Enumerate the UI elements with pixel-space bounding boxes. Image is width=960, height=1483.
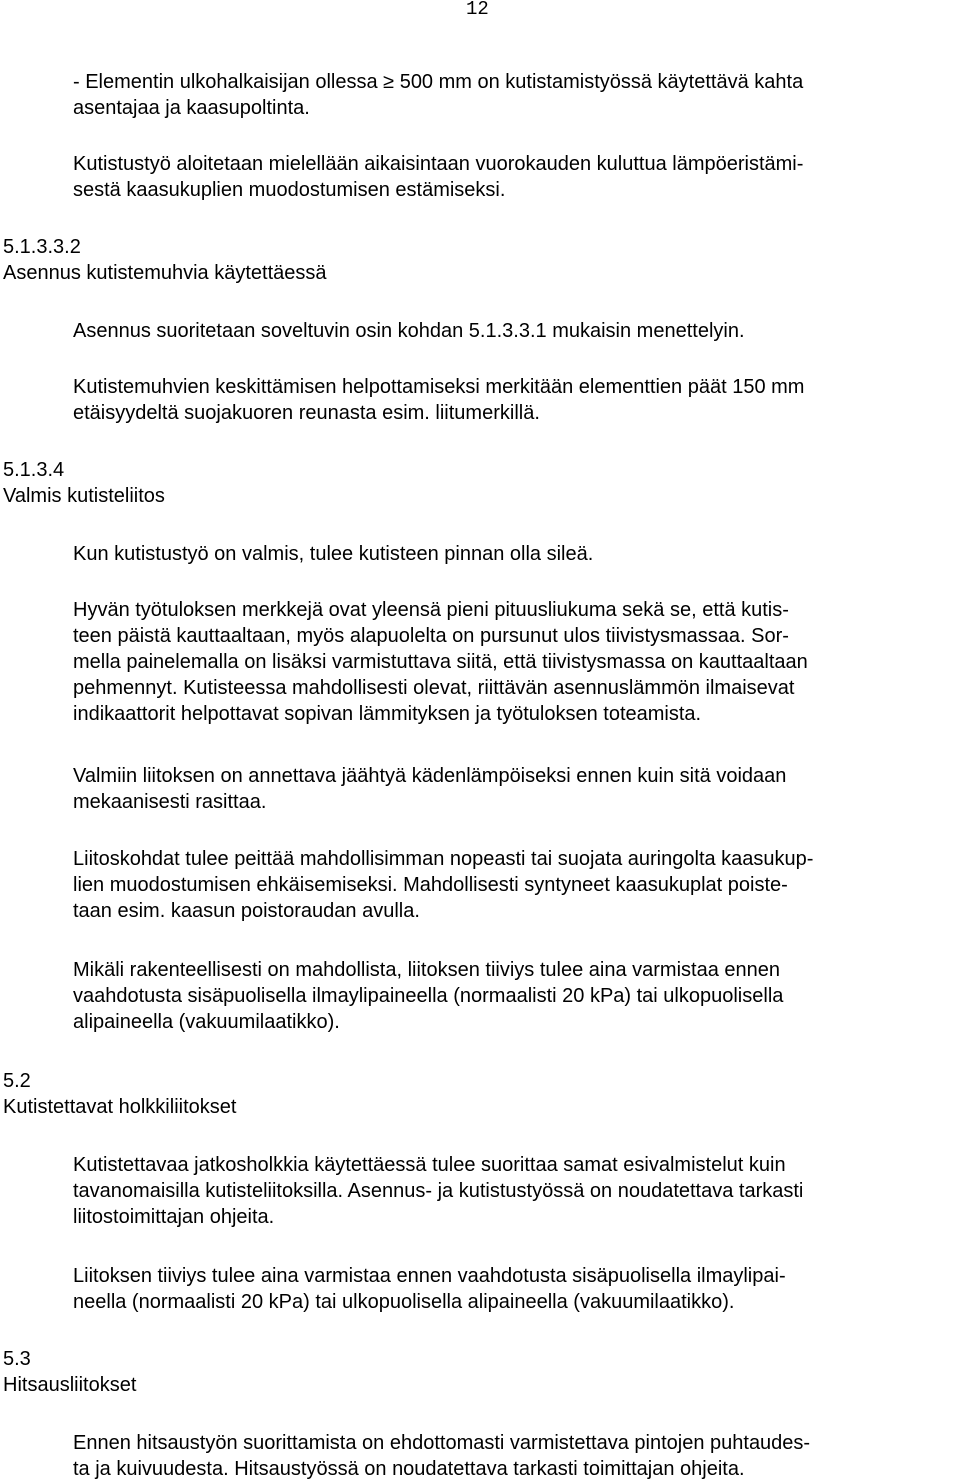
text-line: teen päistä kauttaaltaan, myös alapuolelta on pursunut ulos tiivistysmassaa. Sor- (73, 625, 789, 647)
page-number: 12 (466, 0, 489, 20)
text-line: Liitoksen tiiviys tulee aina varmistaa ennen vaahdotusta sisäpuolisella ilmaylipai- (73, 1265, 786, 1287)
text-line: Valmiin liitoksen on annettava jäähtyä kädenlämpöiseksi ennen kuin sitä voidaan (73, 765, 787, 787)
text-line: Ennen hitsaustyön suorittamista on ehdottomasti varmistettava pintojen puhtaudes- (73, 1432, 811, 1454)
text-line: sestä kaasukuplien muodostumisen estämiseksi. (73, 179, 506, 201)
text-line: mella painelemalla on lisäksi varmistuttava siitä, että tiivistysmassa on kauttaaltaan (73, 651, 808, 673)
text-line: indikaattorit helpottavat sopivan lämmityksen ja työtuloksen toteamista. (73, 703, 702, 725)
section-number: 5.1.3.4 (3, 459, 65, 481)
text-line: pehmennyt. Kutisteessa mahdollisesti olevat, riittävän asennuslämmön ilmaisevat (73, 677, 795, 699)
paragraph (73, 957, 957, 1035)
text-line: mekaanisesti rasittaa. (73, 791, 267, 813)
text-line: vaahdotusta sisäpuolisella ilmaylipaineella (normaalisti 20 kPa) tai ulkopuolisella (73, 985, 784, 1007)
paragraph (73, 846, 957, 924)
paragraph (73, 374, 957, 426)
text-line: liitostoimittajan ohjeita. (73, 1206, 275, 1228)
paragraph (73, 763, 957, 815)
section-title: Kutistettavat holkkiliitokset (3, 1096, 237, 1118)
text-line: lien muodostumisen ehkäisemiseksi. Mahdollisesti syntyneet kaasukuplat poiste- (73, 874, 788, 896)
text-line: etäisyydeltä suojakuoren reunasta esim. liitumerkillä. (73, 402, 540, 424)
text-line: neella (normaalisti 20 kPa) tai ulkopuolisella alipaineella (vakuumilaatikko). (73, 1291, 735, 1313)
section-heading (3, 1068, 603, 1120)
paragraph (73, 1430, 957, 1482)
paragraph (73, 597, 957, 727)
paragraph (73, 318, 957, 344)
section-number: 5.3 (3, 1348, 31, 1370)
text-line: Kutistustyö aloitetaan mielellään aikaisintaan vuorokauden kuluttua lämpöeristämi- (73, 153, 804, 175)
text-line: Hyvän työtuloksen merkkejä ovat yleensä pieni pituusliukuma sekä se, että kutis- (73, 599, 789, 621)
paragraph (73, 69, 957, 121)
text-line: Kutistettavaa jatkosholkkia käytettäessä tulee suorittaa samat esivalmistelut kuin (73, 1154, 786, 1176)
section-title: Valmis kutisteliitos (3, 485, 165, 507)
paragraph (73, 151, 957, 203)
section-title: Asennus kutistemuhvia käytettäessä (3, 262, 327, 284)
text-line: Liitoskohdat tulee peittää mahdollisimman nopeasti tai suojata auringolta kaasukup- (73, 848, 814, 870)
text-line: alipaineella (vakuumilaatikko). (73, 1011, 340, 1033)
text-line: tavanomaisilla kutisteliitoksilla. Asennus- ja kutistustyössä on noudatettava tarkasti (73, 1180, 804, 1202)
section-title: Hitsausliitokset (3, 1374, 137, 1396)
section-heading (3, 234, 603, 286)
section-number: 5.1.3.3.2 (3, 236, 81, 258)
text-line: Kutistemuhvien keskittämisen helpottamiseksi merkitään elementtien päät 150 mm (73, 376, 805, 398)
text-line: Kun kutistustyö on valmis, tulee kutisteen pinnan olla sileä. (73, 543, 594, 565)
text-line: - Elementin ulkohalkaisijan ollessa ≥ 500 mm on kutistamistyössä käytettävä kahta (73, 71, 804, 93)
paragraph (73, 1152, 957, 1230)
text-line: asentajaa ja kaasupoltinta. (73, 97, 310, 119)
text-line: Mikäli rakenteellisesti on mahdollista, liitoksen tiiviys tulee aina varmistaa ennen (73, 959, 781, 981)
text-line: ta ja kuivuudesta. Hitsaustyössä on noudatettava tarkasti toimittajan ohjeita. (73, 1458, 745, 1480)
section-heading (3, 457, 603, 509)
paragraph (73, 541, 957, 567)
section-heading (3, 1346, 603, 1398)
text-line: taan esim. kaasun poistoraudan avulla. (73, 900, 420, 922)
paragraph (73, 1263, 957, 1315)
section-number: 5.2 (3, 1070, 31, 1092)
text-line: Asennus suoritetaan soveltuvin osin kohdan 5.1.3.3.1 mukaisin menettelyin. (73, 320, 745, 342)
